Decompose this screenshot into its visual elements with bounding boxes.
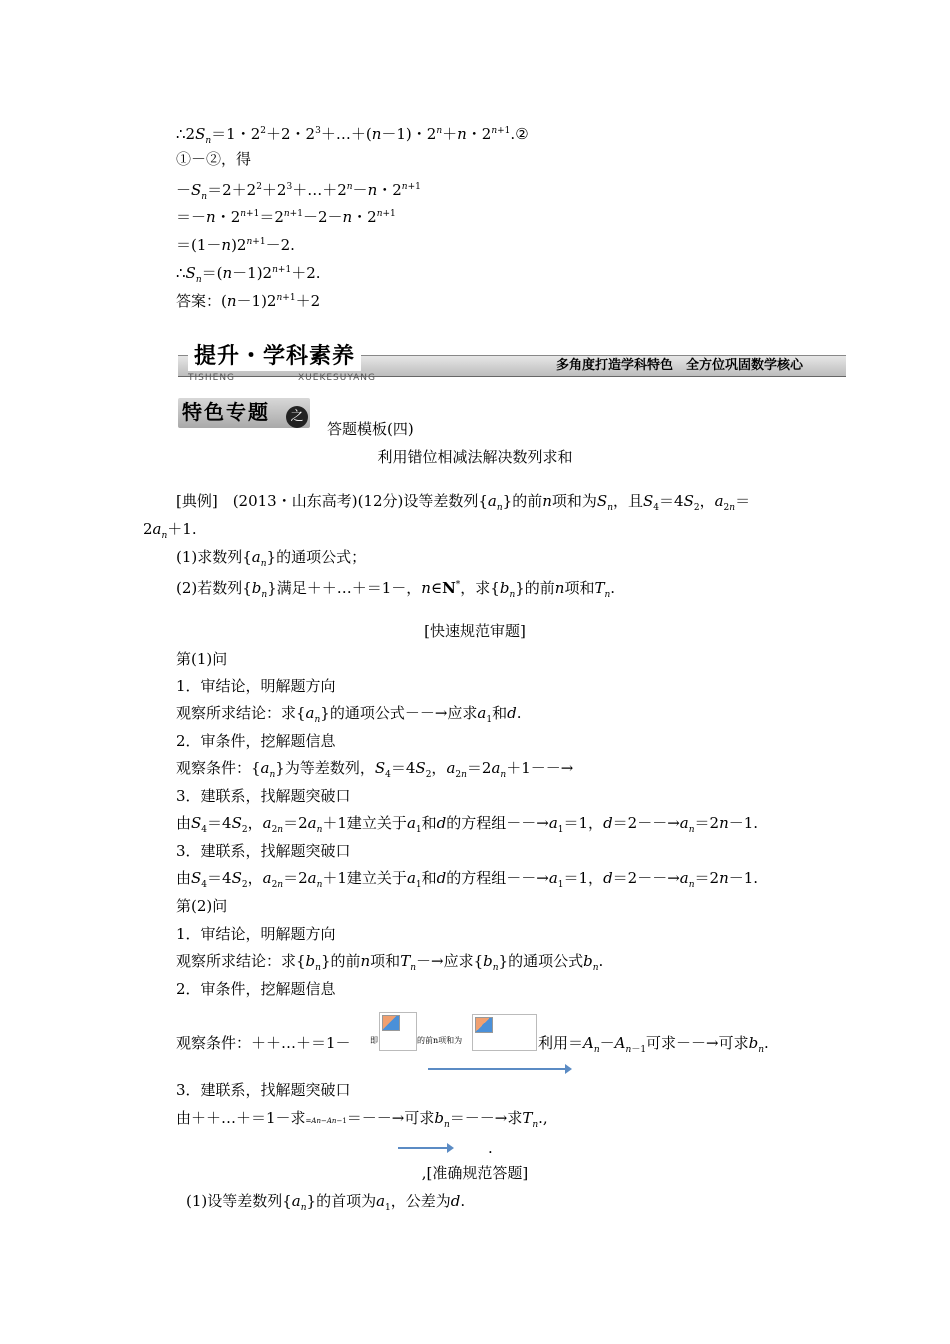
derivation-line-2: ①－②，得 bbox=[176, 150, 252, 168]
p1-step3-title-repeat: 3．建联系，找解题突破口 bbox=[176, 842, 351, 860]
derivation-line-5: $=(1-n)2^{n+1}-2$. bbox=[176, 236, 295, 254]
example-q1: (1)求数列$\{a_n\}$的通项公式； bbox=[176, 548, 367, 569]
part2-label: 第(2)问 bbox=[176, 897, 228, 915]
derivation-line-3: $-S_n=2+2^2+2^3+\dots+2^n-n$・$2^{n+1}$ bbox=[176, 181, 421, 202]
section-banner bbox=[178, 343, 848, 383]
template-subtitle: 利用错位相减法解决数列求和 bbox=[377, 448, 573, 466]
topic-badge bbox=[178, 398, 310, 428]
p2-step3-title: 3．建联系，找解题突破口 bbox=[176, 1081, 351, 1099]
solution-line-1: (1)设等差数列$\{a_n\}$的首项为$a_1$，公差为d. bbox=[186, 1192, 466, 1213]
broken-image-1 bbox=[379, 1012, 417, 1051]
p2-step1-body: 观察所求结论：求$\{b_n\}$的前n项和$T_n-\to$应求$\{b_n\}$的通项公式$b_n$. bbox=[176, 952, 604, 973]
p1-step1-title: 1．审结论，明解题方向 bbox=[176, 677, 336, 695]
p2-step2-body-end: 利用$=A_n-A_{n-1}$可求－－→可求$b_n$. bbox=[538, 1034, 769, 1055]
banner-pinyin-left: TISHENG bbox=[188, 373, 236, 383]
banner-title: 提升・学科素养 bbox=[188, 343, 361, 371]
p2-step1-title: 1．审结论，明解题方向 bbox=[176, 925, 336, 943]
p1-step3-body: 由$S_4=4S_2$，$a_{2n}=2a_n+1$建立关于$a_1$和d的方程组$--\to a_1=1$，$d=2--\to a_n=2n-1$. bbox=[176, 814, 759, 835]
p1-step3-title: 3．建联系，找解题突破口 bbox=[176, 787, 351, 805]
image-placeholder-icon bbox=[475, 1017, 493, 1033]
p1-step2-body: 观察条件：$\{a_n\}$为等差数列，$S_4=4S_2$，$a_{2n}=2a_n+1--\to$ bbox=[176, 759, 574, 780]
part1-label: 第(1)问 bbox=[176, 650, 228, 668]
stray-dot: . bbox=[488, 1139, 493, 1157]
p2-step2-title: 2．审条件，挖解题信息 bbox=[176, 980, 336, 998]
derivation-line-1: $\therefore 2S_n=1$・$2^2+2$・$2^3+\dots+(n-1)$・$2^n+n$・$2^{n+1}.②$ bbox=[176, 125, 529, 146]
section-quick-heading: [快速规范审题] bbox=[424, 622, 526, 640]
p2-step2-body-start: 观察条件：＋＋…＋＝1－ bbox=[176, 1034, 351, 1052]
template-title: 答题模板(四) bbox=[327, 420, 414, 438]
example-q2: (2)若数列$\{b_n\}$满足＋＋…＋＝1－，n∈N*，求$\{b_n\}$的前n项和$T_n$. bbox=[176, 579, 616, 600]
banner-pinyin-right: XUEKESUYANG bbox=[298, 373, 376, 383]
derivation-line-6: $\therefore S_n=(n-1)2^{n+1}+2$. bbox=[176, 264, 321, 285]
p2-step3-body: 由＋＋…＋＝1－求=An−An−1＝－－→可求$b_n=--\to$求$T_n$., bbox=[176, 1109, 548, 1130]
answer-line: 答案：$(n-1)2^{n+1}+2$ bbox=[176, 292, 321, 310]
image-caption-ji: 即 bbox=[370, 1036, 378, 1045]
topic-badge-label: 特色专题 bbox=[182, 400, 270, 424]
image-caption-sum: 的前n项和为 bbox=[417, 1036, 463, 1045]
derivation-line-4: ＝－n・$2^{n+1}=2^{n+1}-2-n$・$2^{n+1}$ bbox=[176, 208, 396, 226]
arrow-connector-1 bbox=[428, 1068, 566, 1070]
broken-image-2 bbox=[472, 1014, 537, 1051]
p1-step1-body: 观察所求结论：求$\{a_n\}$的通项公式－－→应求$a_1$和d. bbox=[176, 704, 522, 725]
image-placeholder-icon bbox=[382, 1015, 400, 1031]
topic-badge-suffix: 之 bbox=[286, 406, 308, 428]
banner-slogan: 多角度打造学科特色 全方位巩固数学核心 bbox=[555, 358, 803, 373]
p1-step2-title: 2．审条件，挖解题信息 bbox=[176, 732, 336, 750]
example-line-2: $2a_n+1$. bbox=[143, 520, 197, 541]
section-precise-heading: ,[准确规范答题] bbox=[421, 1164, 529, 1182]
p1-step3-body-repeat: 由$S_4=4S_2$，$a_{2n}=2a_n+1$建立关于$a_1$和d的方程组$--\to a_1=1$，$d=2--\to a_n=2n-1$. bbox=[176, 869, 759, 890]
example-line-1: [典例] (2013・山东高考)(12分)设等差数列$\{a_n\}$的前n项和为$S_n$，且$S_4=4S_2$，$a_{2n}=$ bbox=[176, 492, 751, 513]
arrow-connector-2 bbox=[398, 1147, 448, 1149]
